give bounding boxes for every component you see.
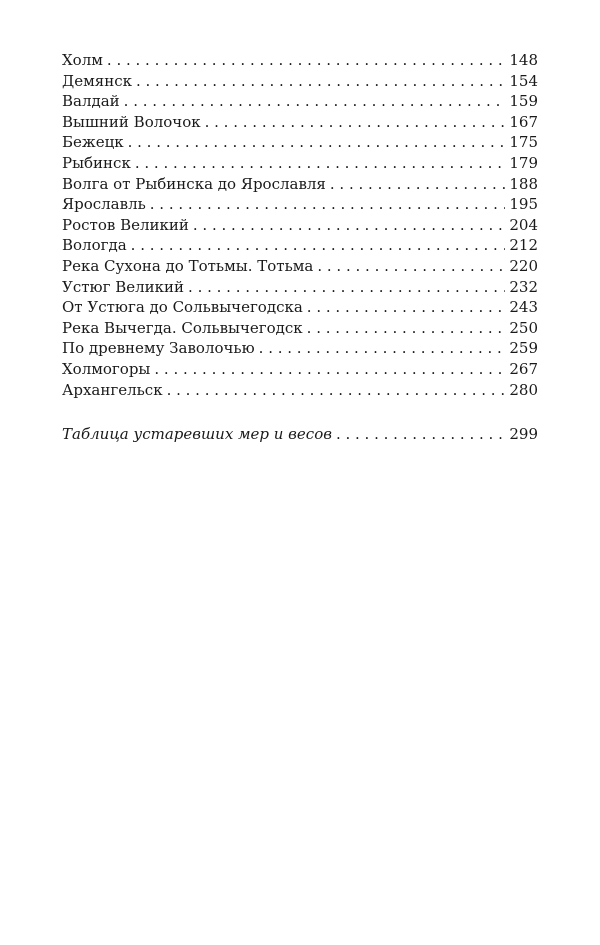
- dot-leader: [167, 380, 506, 401]
- toc-entry-title: Устюг Великий: [62, 277, 185, 296]
- dot-leader: [193, 215, 505, 236]
- toc-entry-title: Архангельск: [62, 380, 163, 399]
- dot-leader: [317, 256, 505, 277]
- toc-entry-title: Волга от Рыбинска до Ярославля: [62, 174, 326, 193]
- toc-entry-page: 167: [509, 112, 538, 131]
- toc-entry-valday: [62, 91, 538, 112]
- toc-entry-vyshny-volochok: [62, 112, 538, 133]
- toc-entry-title: Таблица устаревших мер и весов: [62, 425, 332, 443]
- dot-leader: [150, 194, 506, 215]
- toc-entry-title: Валдай: [62, 92, 120, 111]
- dot-leader: [131, 235, 506, 256]
- toc-entry-page: 212: [509, 236, 538, 255]
- toc-entry-page: 175: [509, 133, 538, 152]
- dot-leader: [124, 91, 506, 112]
- toc-entry-page: 179: [509, 153, 538, 172]
- toc-entry-page: 154: [509, 71, 538, 90]
- toc-entry-ot-ustyuga: [62, 297, 538, 318]
- toc-entry-page: 243: [509, 298, 538, 317]
- toc-appendix: [62, 424, 538, 445]
- toc-entry-title: Вышний Волочок: [62, 112, 201, 131]
- toc-entry-page: 195: [509, 195, 538, 214]
- dot-leader: [205, 112, 506, 133]
- toc-entry-page: 250: [509, 318, 538, 337]
- toc-entry-title: Река Вычегда. Сольвычегодск: [62, 318, 303, 337]
- toc-entry-rostov: [62, 215, 538, 236]
- toc-entry-page: 148: [509, 51, 538, 69]
- toc-entry-page: 188: [509, 174, 538, 193]
- toc-entry-title: Холмогоры: [62, 359, 151, 378]
- toc-entry-page: 159: [509, 92, 538, 111]
- toc-entry-yaroslavl: [62, 194, 538, 215]
- toc-entry-title: Рыбинск: [62, 153, 131, 172]
- toc-entry-title: По древнему Заволочью: [62, 339, 255, 358]
- toc-entry-title: Ярославль: [62, 195, 146, 214]
- dot-leader: [135, 153, 506, 174]
- toc-entry-volga: [62, 174, 538, 195]
- dot-leader: [330, 174, 505, 195]
- dot-leader: [336, 424, 505, 445]
- toc-entry-ustyug: [62, 277, 538, 298]
- toc-entry-page: 259: [509, 339, 538, 358]
- toc-entry-title: Демянск: [62, 71, 132, 90]
- toc-entry-kholmogory: [62, 359, 538, 380]
- dot-leader: [128, 132, 506, 153]
- toc-entry-page: 280: [509, 380, 538, 399]
- dot-leader: [154, 359, 505, 380]
- toc-entry-arkhangelsk: [62, 380, 538, 401]
- toc-entry-demyansk: [62, 71, 538, 92]
- toc-entry-title: Река Сухона до Тотьмы. Тотьма: [62, 256, 314, 275]
- toc-entry-title: Ростов Великий: [62, 215, 189, 234]
- toc-entry-zavolochye: [62, 338, 538, 359]
- toc-entry-bezhetsk: [62, 132, 538, 153]
- dot-leader: [307, 297, 506, 318]
- table-of-contents: [62, 50, 538, 400]
- toc-entry-page: 232: [509, 277, 538, 296]
- dot-leader: [188, 277, 505, 298]
- toc-entry-title: Бежецк: [62, 133, 124, 152]
- toc-entry-rybinsk: [62, 153, 538, 174]
- toc-entry-vologda: [62, 235, 538, 256]
- toc-entry-sukhona: [62, 256, 538, 277]
- toc-entry-vychegda: [62, 318, 538, 339]
- dot-leader: [307, 318, 506, 339]
- toc-entry-page: 299: [509, 425, 538, 443]
- toc-entry-page: 267: [509, 359, 538, 378]
- toc-entry-page: 204: [509, 215, 538, 234]
- toc-entry-page: 220: [509, 256, 538, 275]
- toc-entry-title: Вологда: [62, 236, 127, 255]
- toc-entry-measures-table: [62, 424, 538, 445]
- toc-entry-kholm: [62, 50, 538, 71]
- toc-entry-title: Холм: [62, 51, 103, 69]
- dot-leader: [107, 50, 505, 71]
- toc-entry-title: От Устюга до Сольвычегодска: [62, 298, 303, 317]
- dot-leader: [136, 71, 505, 92]
- dot-leader: [259, 338, 506, 359]
